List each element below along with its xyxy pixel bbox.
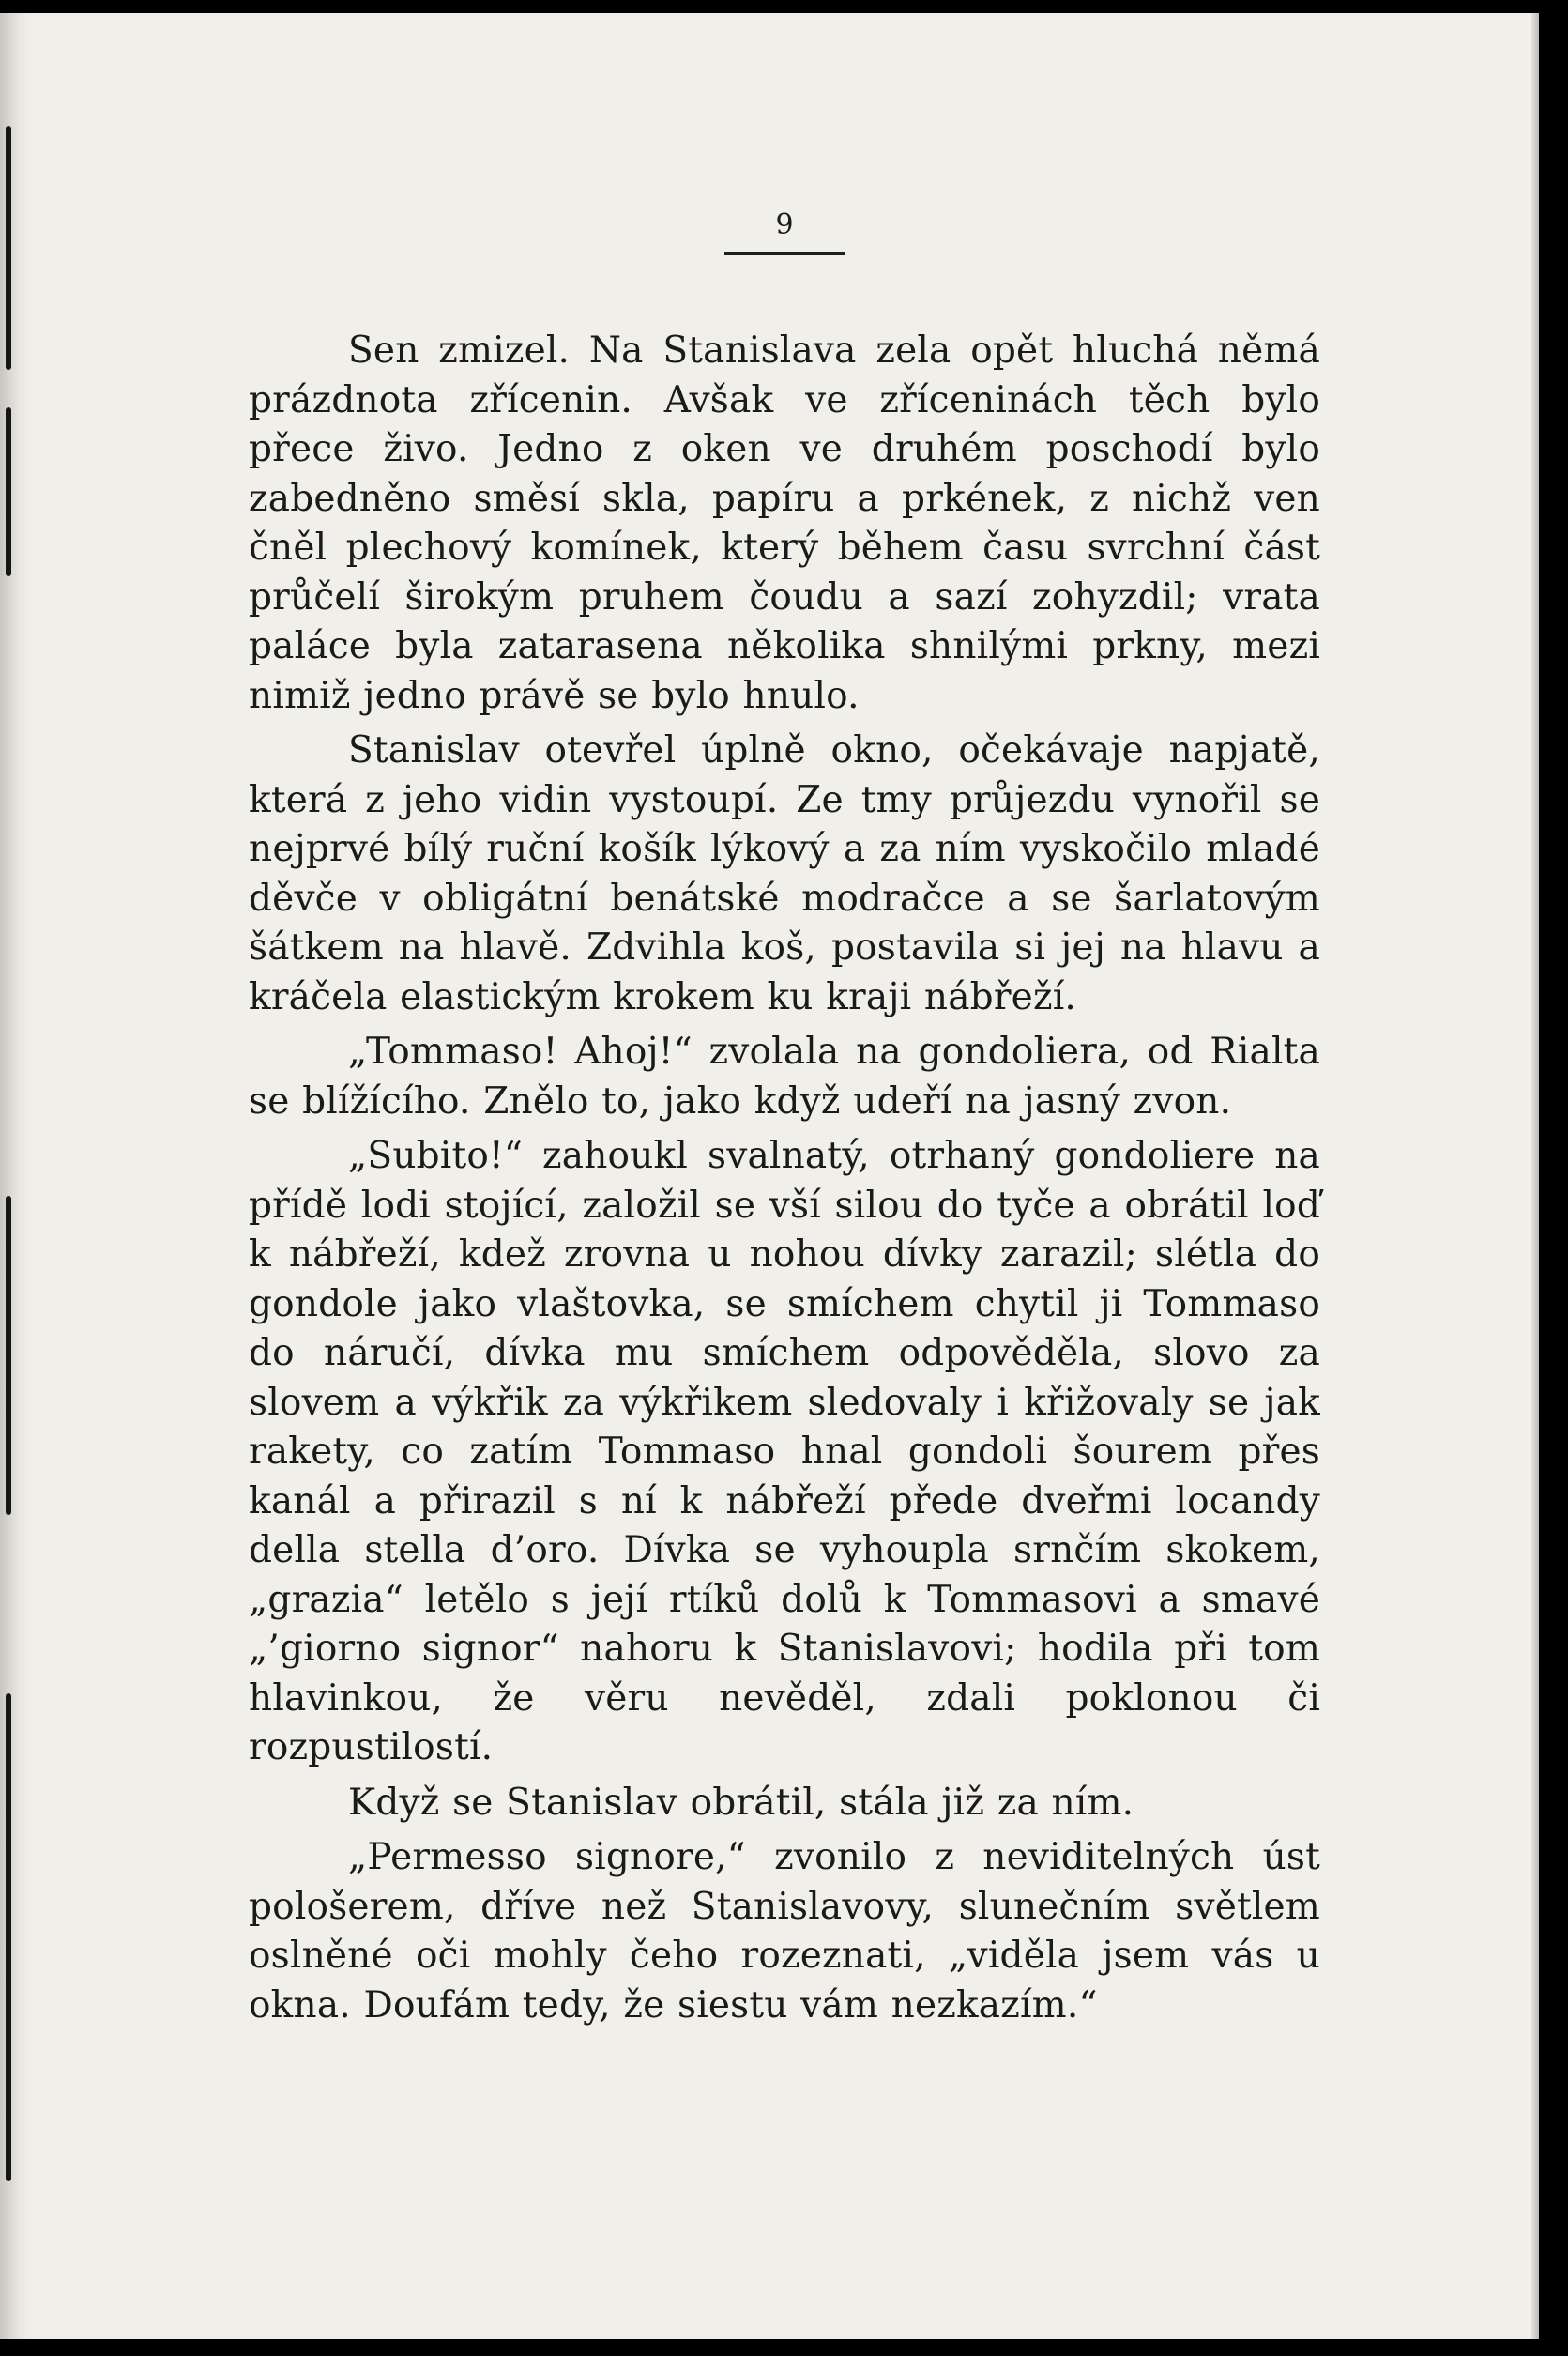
binding-mark	[6, 407, 11, 576]
book-page	[0, 13, 1539, 2339]
binding-mark	[6, 1196, 11, 1515]
paragraph: „Subito!“ zahoukl svalnatý, otrhaný gondoliere na přídě lodi stojící, založil se vší silou do tyče a obrátil loď k nábřeží, kdež zrovna u nohou dívky zarazil; slétla do gondole jako vlaštovka, se smíchem chytil ji Tommaso do náručí, dívka mu smíchem odpověděla, slovo za slovem a výkřik za výkřikem sledovaly i křižovaly se jak rakety, co zatím Tommaso hnal gondoli šourem přes kanál a přirazil s ní k nábřeží přede dveřmi locandy della stella d’oro. Dívka se vyhoupla srnčím skokem, „grazia“ letělo s její rtíků dolů k Tommasovi a smavé „’giorno signor“ nahoru k Stanislavovi; hodila při tom hlavinkou, že věru nevěděl, zdali poklonou či rozpustilostí.	[249, 1135, 1320, 1768]
paragraph: „Tommaso! Ahoj!“ zvolala na gondoliera, od Rialta se blížícího. Znělo to, jako když udeří na jasný zvon.	[249, 1031, 1320, 1123]
paragraph: Stanislav otevřel úplně okno, očekávaje napjatě, která z jeho vidin vystoupí. Ze tmy průjezdu vynořil se nejprvé bílý ruční košík lýkový a za ním vyskočilo mladé děvče v obligátní benátské modračce a se šarlatovým šátkem na hlavě. Zdvihla koš, postavila si jej na hlavu a kráčela elastickým krokem ku kraji nábřeží.	[249, 729, 1320, 1018]
paragraph: „Permesso signore,“ zvonilo z neviditelných úst pološerem, dříve než Stanislavovy, slunečním světlem oslněné oči mohly čeho rozeznati, „viděla jsem vás u okna. Doufám tedy, že siestu vám nezkazím.“	[249, 1836, 1320, 2027]
paragraph: Když se Stanislav obrátil, stála již za ním.	[348, 1781, 1134, 1824]
paragraph: Sen zmizel. Na Stanislava zela opět hluchá němá prázdnota zřícenin. Avšak ve zříceninách těch bylo přece živo. Jedno z oken ve druhém poschodí bylo zabedněno směsí skla, papíru a prkének, z nichž ven čněl plechový komínek, který během času svrchní část průčelí širokým pruhem čoudu a sazí zohyzdil; vrata paláce byla zatarasena několika shnilými prkny, mezi nimiž jedno právě se bylo hnulo.	[249, 329, 1320, 717]
body-text	[249, 327, 1320, 2036]
binding-mark	[6, 1693, 11, 2181]
page-number-rule	[724, 252, 845, 255]
page-edge	[1531, 13, 1539, 2339]
binding-mark	[6, 126, 11, 370]
page-number: 9	[775, 208, 794, 241]
